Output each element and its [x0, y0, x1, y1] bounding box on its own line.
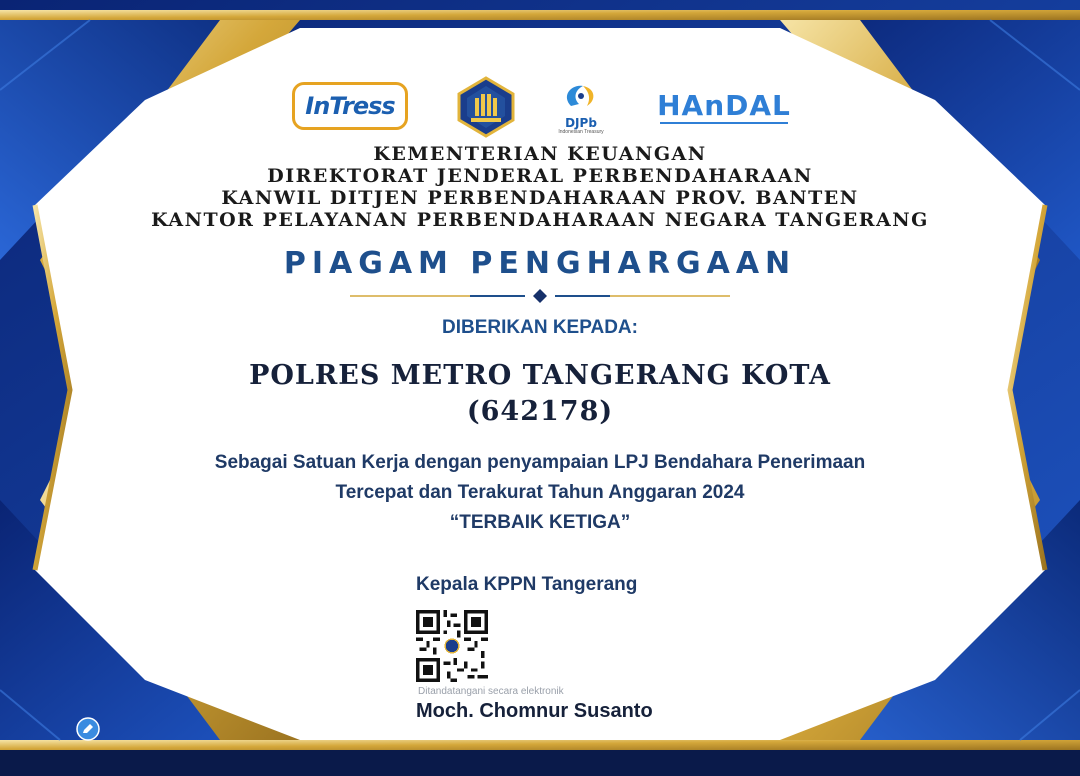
handal-logo: HAnDAL [657, 89, 791, 122]
diamond-divider-icon [350, 288, 730, 304]
description-line-1: Sebagai Satuan Kerja dengan penyampaian LPJ Bendahara Penerimaan [214, 452, 866, 473]
recipient-code: (642178) [466, 396, 614, 427]
certificate-title: PIAGAM PENGHARGAAN [283, 246, 797, 281]
header-line-1: KEMENTERIAN KEUANGAN [373, 143, 707, 165]
pencil-circle-icon [76, 717, 100, 741]
qr-code-icon [416, 610, 488, 682]
signer-name: Moch. Chomnur Susanto [416, 700, 653, 722]
intress-logo: InTress [292, 82, 408, 130]
given-to-label: DIBERIKAN KEPADA: [442, 317, 638, 338]
edit-badge-icon [76, 717, 100, 741]
kemenkeu-emblem-icon [455, 76, 517, 138]
handal-underline [660, 122, 788, 124]
recipient-name: POLRES METRO TANGERANG KOTA [249, 360, 831, 391]
description-line-2: Tercepat dan Terakurat Tahun Anggaran 2024 [335, 482, 745, 503]
kemenkeu-emblem [455, 76, 517, 138]
signature-qr-code [416, 610, 488, 682]
djpb-swirl-icon [553, 80, 609, 112]
rank-label: “TERBAIK KETIGA” [449, 512, 631, 533]
header-line-4: KANTOR PELAYANAN PERBENDAHARAAN NEGARA TANGERANG [151, 209, 929, 231]
header-line-2: DIREKTORAT JENDERAL PERBENDAHARAAN [267, 165, 813, 187]
electronic-signature-note: Ditandatangani secara elektronik [418, 686, 564, 697]
djpb-logo: DJPb Indonesian Treasury [553, 80, 609, 136]
header-line-3: KANWIL DITJEN PERBENDAHARAAN PROV. BANTEN [221, 187, 859, 209]
signer-position: Kepala KPPN Tangerang [416, 574, 638, 595]
title-divider [350, 288, 730, 304]
